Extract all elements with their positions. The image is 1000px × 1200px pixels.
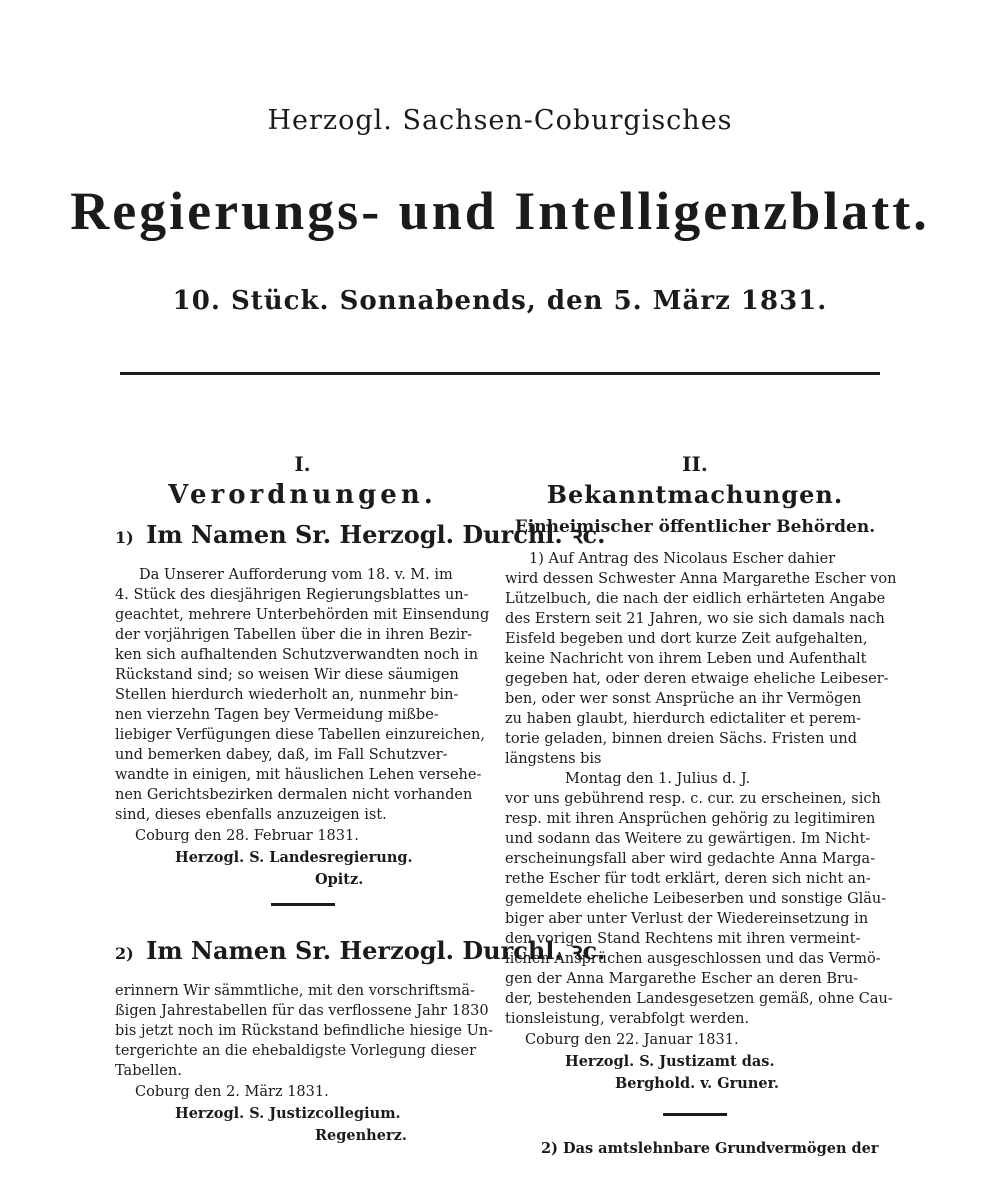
section-number: II. [682, 452, 708, 476]
subsection-title: Einheimischer öffentlicher Behörden. [514, 517, 876, 537]
header-rule [120, 372, 880, 375]
text-line: vor uns gebührend resp. c. cur. zu erscheinen, sich [505, 791, 881, 807]
ordinance-heading-text: Im Namen Sr. Herzogl. Durchl. ꝛc. [146, 520, 606, 549]
newspaper-title: Regierungs- und Intelligenzblatt. [70, 181, 930, 241]
section-divider [663, 1113, 727, 1116]
text-line: und bemerken dabey, daß, im Fall Schutzver- [115, 747, 448, 763]
ordinance-body [115, 565, 490, 825]
text-line: der vorjährigen Tabellen über die in ihren Bezir- [115, 627, 473, 643]
text-line: ßigen Jahrestabellen für das verflossene Jahr 1830 [115, 1003, 489, 1019]
notice-start: 2) Das amtslehnbare Grundvermögen der [541, 1140, 879, 1157]
issuing-authority: Herzogl. S. Justizcollegium. [175, 1105, 401, 1122]
signer: Berghold. v. Gruner. [615, 1075, 779, 1092]
text-line: Lützelbuch, die nach der eidlich erhärteten Angabe [505, 591, 886, 607]
ordinance-heading [115, 934, 606, 967]
text-line: zu haben glaubt, hierdurch edictaliter et perem- [505, 711, 862, 727]
text-line: längstens bis [505, 751, 602, 767]
signer: Opitz. [315, 871, 364, 888]
publisher-line: Herzogl. Sachsen-Coburgisches [267, 105, 733, 136]
text-line: wird dessen Schwester Anna Margarethe Escher von [505, 571, 897, 587]
text-line: gen der Anna Margarethe Escher an deren Bru- [505, 971, 859, 987]
text-line: gegeben hat, oder deren etwaige eheliche Leibeser- [505, 671, 889, 687]
text-line: erinnern Wir sämmtliche, mit den vorschriftsmä- [115, 983, 475, 999]
text-line: 4. Stück des diesjährigen Regierungsblattes un- [115, 587, 469, 603]
text-line: Eisfeld begeben und dort kurze Zeit aufgehalten, [505, 631, 868, 647]
place-date: Coburg den 28. Februar 1831. [135, 828, 359, 844]
right-column [505, 452, 897, 1160]
text-line: keine Nachricht von ihrem Leben und Aufenthalt [505, 651, 867, 667]
text-line: tionsleistung, verabfolgt werden. [505, 1011, 750, 1027]
place-date: Coburg den 22. Januar 1831. [525, 1032, 739, 1048]
text-line: der, bestehenden Landesgesetzen gemäß, ohne Cau- [505, 991, 893, 1007]
section-title: Bekanntmachungen. [546, 480, 844, 509]
text-line: wandte in einigen, mit häuslichen Lehen versehe- [115, 767, 482, 783]
text-line: resp. mit ihren Ansprüchen gehörig zu legitimiren [505, 811, 876, 827]
ordinance-heading-text: Im Namen Sr. Herzogl. Durchl. ꝛc. [146, 936, 606, 965]
text-line: sind, dieses ebenfalls anzuzeigen ist. [115, 807, 387, 823]
signer: Regenherz. [315, 1127, 407, 1144]
text-line: torie geladen, binnen dreien Sächs. Fristen und [505, 731, 858, 747]
issue-line: 10. Stück. Sonnabends, den 5. März 1831. [172, 286, 828, 316]
text-line: gemeldete eheliche Leibeserben und sonstige Gläu- [505, 891, 887, 907]
text-line: ken sich aufhaltenden Schutzverwandten noch in [115, 647, 479, 663]
text-line: bis jetzt noch im Rückstand befindliche hiesige Un- [115, 1023, 494, 1039]
text-line: lichen Ansprüchen ausgeschlossen und das Vermö- [505, 951, 881, 967]
ordinance-number: 2) [115, 944, 134, 963]
text-line: geachtet, mehrere Unterbehörden mit Einsendung [115, 607, 490, 623]
ordinance-body [115, 981, 494, 1081]
text-line: Stellen hierdurch wiederholt an, nunmehr bin- [115, 687, 459, 703]
text-line: Da Unserer Aufforderung vom 18. v. M. im [139, 567, 453, 583]
text-line: rethe Escher für todt erklärt, deren sich nicht an- [505, 871, 871, 887]
text-line: liebiger Verfügungen diese Tabellen einzureichen, [115, 727, 485, 743]
text-line: ben, oder wer sonst Ansprüche an ihr Vermögen [505, 691, 862, 707]
issuing-authority: Herzogl. S. Landesregierung. [175, 849, 413, 866]
text-line: erscheinungsfall aber wird gedachte Anna Marga- [505, 851, 876, 867]
text-line: 1) Auf Antrag des Nicolaus Escher dahier [529, 551, 836, 567]
text-line: Tabellen. [115, 1063, 182, 1079]
text-line: des Erstern seit 21 Jahren, wo sie sich damals nach [505, 611, 885, 627]
text-line: tergerichte an die ehebaldigste Vorlegung dieser [115, 1043, 476, 1059]
text-line: Rückstand sind; so weisen Wir diese säumigen [115, 667, 459, 683]
deadline-line: Montag den 1. Julius d. J. [565, 771, 751, 787]
section-divider [271, 903, 335, 906]
text-line: den vorigen Stand Rechtens mit ihren vermeint- [505, 931, 861, 947]
place-date: Coburg den 2. März 1831. [135, 1084, 329, 1100]
section-title: Verordnungen. [168, 480, 437, 510]
text-line: und sodann das Weitere zu gewärtigen. Im Nicht- [505, 831, 871, 847]
ordinance-number: 1) [115, 528, 134, 547]
text-line: nen Gerichtsbezirken dermalen nicht vorhanden [115, 787, 473, 803]
text-line: nen vierzehn Tagen bey Vermeidung mißbe- [115, 707, 439, 723]
section-number: I. [294, 452, 311, 476]
ordinance-heading [115, 518, 606, 551]
notice-body [505, 549, 897, 1029]
issuing-authority: Herzogl. S. Justizamt das. [565, 1053, 775, 1070]
text-line: biger aber unter Verlust der Wiedereinsetzung in [505, 911, 869, 927]
